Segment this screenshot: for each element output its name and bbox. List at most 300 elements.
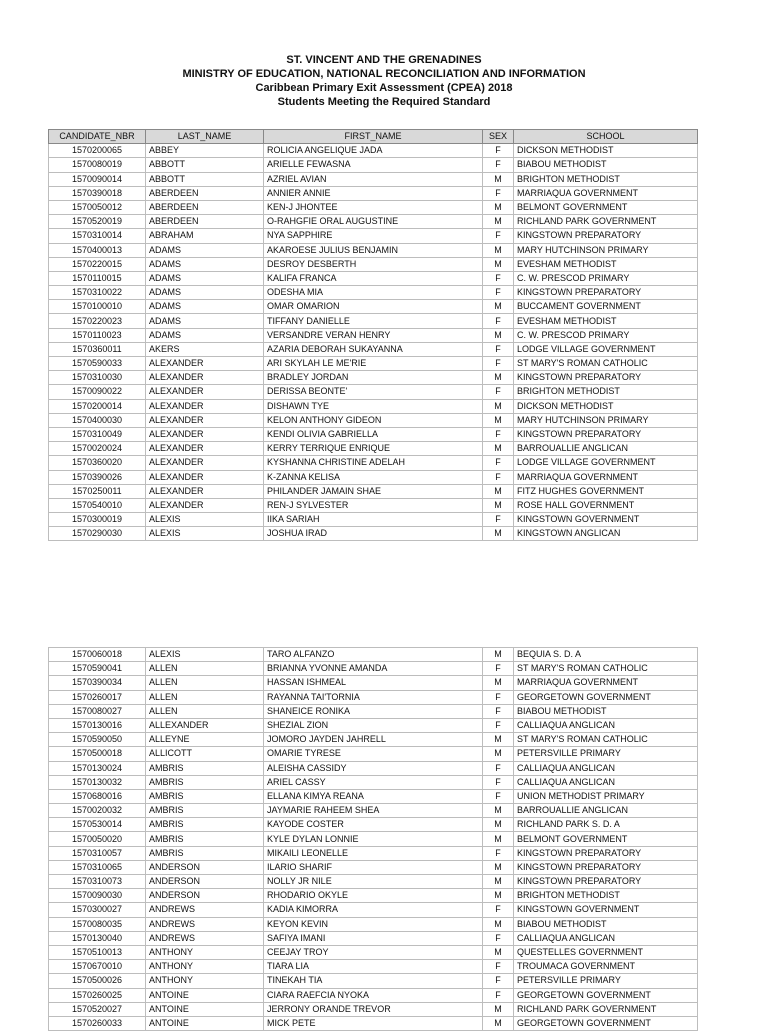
school-cell: MARY HUTCHINSON PRIMARY: [514, 413, 698, 427]
school-cell: MARRIAQUA GOVERNMENT: [514, 470, 698, 484]
table-row: [49, 690, 698, 704]
first-name-cell: NYA SAPPHIRE: [264, 229, 483, 243]
table-body: [49, 648, 698, 1031]
column-header-school: SCHOOL: [514, 130, 698, 144]
school-cell: MARRIAQUA GOVERNMENT: [514, 676, 698, 690]
school-cell: RICHLAND PARK GOVERNMENT: [514, 1002, 698, 1016]
first-name-cell: ROLICIA ANGELIQUE JADA: [264, 144, 483, 158]
results-table-bottom: [48, 647, 698, 1031]
sex-cell: F: [483, 314, 514, 328]
first-name-cell: ARIELLE FEWASNA: [264, 158, 483, 172]
report-subtitle: Students Meeting the Required Standard: [277, 96, 491, 108]
table-row: [49, 342, 698, 356]
table-row: [49, 498, 698, 512]
candidate-nbr-cell: 1570540010: [49, 498, 146, 512]
last-name-cell: ABRAHAM: [146, 229, 264, 243]
candidate-nbr-cell: 1570220023: [49, 314, 146, 328]
first-name-cell: KAYODE COSTER: [264, 818, 483, 832]
table-row: [49, 761, 698, 775]
sex-cell: F: [483, 286, 514, 300]
last-name-cell: ADAMS: [146, 286, 264, 300]
candidate-nbr-cell: 1570080035: [49, 917, 146, 931]
table-row: [49, 413, 698, 427]
school-cell: DICKSON METHODIST: [514, 399, 698, 413]
table-row: [49, 229, 698, 243]
first-name-cell: ELLANA KIMYA REANA: [264, 789, 483, 803]
school-cell: QUESTELLES GOVERNMENT: [514, 945, 698, 959]
ministry-title: MINISTRY OF EDUCATION, NATIONAL RECONCILIATION AND INFORMATION: [182, 68, 586, 80]
candidate-nbr-cell: 1570260017: [49, 690, 146, 704]
table-row: [49, 484, 698, 498]
last-name-cell: AKERS: [146, 342, 264, 356]
first-name-cell: DERISSA BEONTE': [264, 385, 483, 399]
country-title: ST. VINCENT AND THE GRENADINES: [286, 54, 482, 66]
table-row: [49, 931, 698, 945]
first-name-cell: KEN-J JHONTEE: [264, 200, 483, 214]
last-name-cell: ALEXANDER: [146, 470, 264, 484]
first-name-cell: MICK PETE: [264, 1016, 483, 1030]
table-row: [49, 718, 698, 732]
candidate-nbr-cell: 1570300027: [49, 903, 146, 917]
school-cell: ST MARY'S ROMAN CATHOLIC: [514, 733, 698, 747]
school-cell: BRIGHTON METHODIST: [514, 172, 698, 186]
last-name-cell: ALEXANDER: [146, 371, 264, 385]
sex-cell: M: [483, 733, 514, 747]
last-name-cell: ADAMS: [146, 314, 264, 328]
last-name-cell: ALEXANDER: [146, 357, 264, 371]
table-row: [49, 1002, 698, 1016]
candidate-nbr-cell: 1570310049: [49, 427, 146, 441]
candidate-nbr-cell: 1570680016: [49, 789, 146, 803]
last-name-cell: ALLICOTT: [146, 747, 264, 761]
table-row: [49, 648, 698, 662]
last-name-cell: ABERDEEN: [146, 200, 264, 214]
school-cell: BELMONT GOVERNMENT: [514, 832, 698, 846]
school-cell: DICKSON METHODIST: [514, 144, 698, 158]
sex-cell: M: [483, 200, 514, 214]
school-cell: KINGSTOWN PREPARATORY: [514, 286, 698, 300]
candidate-nbr-cell: 1570530014: [49, 818, 146, 832]
school-cell: KINGSTOWN PREPARATORY: [514, 875, 698, 889]
table-row: [49, 286, 698, 300]
sex-cell: F: [483, 456, 514, 470]
table-row: [49, 172, 698, 186]
sex-cell: M: [483, 832, 514, 846]
column-header-first-name: FIRST_NAME: [264, 130, 483, 144]
table-row: [49, 988, 698, 1002]
school-cell: GEORGETOWN GOVERNMENT: [514, 690, 698, 704]
last-name-cell: ALEXIS: [146, 527, 264, 541]
table-row: [49, 399, 698, 413]
school-cell: BELMONT GOVERNMENT: [514, 200, 698, 214]
last-name-cell: ALLEN: [146, 676, 264, 690]
school-cell: KINGSTOWN ANGLICAN: [514, 527, 698, 541]
sex-cell: M: [483, 484, 514, 498]
candidate-nbr-cell: 1570250011: [49, 484, 146, 498]
table-row: [49, 747, 698, 761]
table-row: [49, 513, 698, 527]
candidate-nbr-cell: 1570110023: [49, 328, 146, 342]
table-row: [49, 676, 698, 690]
assessment-title: Caribbean Primary Exit Assessment (CPEA) 2018: [255, 82, 513, 94]
table-row: [49, 427, 698, 441]
candidate-nbr-cell: 1570300019: [49, 513, 146, 527]
candidate-nbr-cell: 1570310073: [49, 875, 146, 889]
first-name-cell: K-ZANNA KELISA: [264, 470, 483, 484]
first-name-cell: ANNIER ANNIE: [264, 186, 483, 200]
table-row: [49, 456, 698, 470]
candidate-nbr-cell: 1570390018: [49, 186, 146, 200]
candidate-nbr-cell: 1570130024: [49, 761, 146, 775]
school-cell: GEORGETOWN GOVERNMENT: [514, 988, 698, 1002]
table-row: [49, 300, 698, 314]
table-row: [49, 328, 698, 342]
first-name-cell: SHANEICE RONIKA: [264, 704, 483, 718]
sex-cell: F: [483, 931, 514, 945]
school-cell: PETERSVILLE PRIMARY: [514, 974, 698, 988]
sex-cell: F: [483, 789, 514, 803]
candidate-nbr-cell: 1570590050: [49, 733, 146, 747]
first-name-cell: DESROY DESBERTH: [264, 257, 483, 271]
first-name-cell: KYLE DYLAN LONNIE: [264, 832, 483, 846]
school-cell: BARROUALLIE ANGLICAN: [514, 442, 698, 456]
school-cell: BIABOU METHODIST: [514, 917, 698, 931]
first-name-cell: JERRONY ORANDE TREVOR: [264, 1002, 483, 1016]
school-cell: MARRIAQUA GOVERNMENT: [514, 186, 698, 200]
table-row: [49, 860, 698, 874]
sex-cell: M: [483, 875, 514, 889]
sex-cell: M: [483, 804, 514, 818]
sex-cell: F: [483, 704, 514, 718]
candidate-nbr-cell: 1570310022: [49, 286, 146, 300]
school-cell: CALLIAQUA ANGLICAN: [514, 718, 698, 732]
table-row: [49, 215, 698, 229]
candidate-nbr-cell: 1570260033: [49, 1016, 146, 1030]
candidate-nbr-cell: 1570110015: [49, 271, 146, 285]
last-name-cell: ABERDEEN: [146, 186, 264, 200]
school-cell: KINGSTOWN PREPARATORY: [514, 371, 698, 385]
sex-cell: F: [483, 903, 514, 917]
table-row: [49, 470, 698, 484]
table-row: [49, 662, 698, 676]
first-name-cell: REN-J SYLVESTER: [264, 498, 483, 512]
column-header-last-name: LAST_NAME: [146, 130, 264, 144]
candidate-nbr-cell: 1570060018: [49, 648, 146, 662]
school-cell: C. W. PRESCOD PRIMARY: [514, 328, 698, 342]
school-cell: RICHLAND PARK GOVERNMENT: [514, 215, 698, 229]
last-name-cell: ALLEN: [146, 662, 264, 676]
table-row: [49, 917, 698, 931]
school-cell: RICHLAND PARK S. D. A: [514, 818, 698, 832]
table-row: [49, 243, 698, 257]
candidate-nbr-cell: 1570310030: [49, 371, 146, 385]
school-cell: LODGE VILLAGE GOVERNMENT: [514, 342, 698, 356]
sex-cell: M: [483, 371, 514, 385]
sex-cell: F: [483, 271, 514, 285]
last-name-cell: ANDERSON: [146, 860, 264, 874]
last-name-cell: AMBRIS: [146, 789, 264, 803]
table-row: [49, 704, 698, 718]
last-name-cell: ALEXANDER: [146, 427, 264, 441]
last-name-cell: ANDERSON: [146, 889, 264, 903]
last-name-cell: ALEXANDER: [146, 484, 264, 498]
table-row: [49, 385, 698, 399]
last-name-cell: ALEXANDER: [146, 413, 264, 427]
table-row: [49, 527, 698, 541]
sex-cell: F: [483, 186, 514, 200]
table-row: [49, 960, 698, 974]
candidate-nbr-cell: 1570590033: [49, 357, 146, 371]
candidate-nbr-cell: 1570050012: [49, 200, 146, 214]
sex-cell: F: [483, 846, 514, 860]
last-name-cell: AMBRIS: [146, 804, 264, 818]
first-name-cell: CEEJAY TROY: [264, 945, 483, 959]
table-row: [49, 200, 698, 214]
table-row: [49, 903, 698, 917]
first-name-cell: ARI SKYLAH LE ME'RIE: [264, 357, 483, 371]
school-cell: TROUMACA GOVERNMENT: [514, 960, 698, 974]
candidate-nbr-cell: 1570090030: [49, 889, 146, 903]
sex-cell: M: [483, 243, 514, 257]
sex-cell: F: [483, 513, 514, 527]
first-name-cell: OMARIE TYRESE: [264, 747, 483, 761]
candidate-nbr-cell: 1570520027: [49, 1002, 146, 1016]
candidate-nbr-cell: 1570090014: [49, 172, 146, 186]
first-name-cell: PHILANDER JAMAIN SHAE: [264, 484, 483, 498]
table-row: [49, 832, 698, 846]
school-cell: MARY HUTCHINSON PRIMARY: [514, 243, 698, 257]
table-row: [49, 442, 698, 456]
candidate-nbr-cell: 1570390026: [49, 470, 146, 484]
sex-cell: F: [483, 974, 514, 988]
school-cell: UNION METHODIST PRIMARY: [514, 789, 698, 803]
sex-cell: M: [483, 945, 514, 959]
last-name-cell: AMBRIS: [146, 761, 264, 775]
candidate-nbr-cell: 1570520019: [49, 215, 146, 229]
last-name-cell: ADAMS: [146, 328, 264, 342]
candidate-nbr-cell: 1570020024: [49, 442, 146, 456]
last-name-cell: ANTOINE: [146, 1016, 264, 1030]
sex-cell: M: [483, 215, 514, 229]
last-name-cell: ANTHONY: [146, 945, 264, 959]
sex-cell: F: [483, 342, 514, 356]
last-name-cell: ABERDEEN: [146, 215, 264, 229]
last-name-cell: ALEXIS: [146, 513, 264, 527]
first-name-cell: SHEZIAL ZION: [264, 718, 483, 732]
first-name-cell: ARIEL CASSY: [264, 775, 483, 789]
school-cell: BEQUIA S. D. A: [514, 648, 698, 662]
school-cell: EVESHAM METHODIST: [514, 314, 698, 328]
table-row: [49, 875, 698, 889]
candidate-nbr-cell: 1570510013: [49, 945, 146, 959]
document-heading: [0, 53, 768, 109]
table-row: [49, 186, 698, 200]
candidate-nbr-cell: 1570310057: [49, 846, 146, 860]
candidate-nbr-cell: 1570290030: [49, 527, 146, 541]
candidate-nbr-cell: 1570090022: [49, 385, 146, 399]
first-name-cell: TINEKAH TIA: [264, 974, 483, 988]
school-cell: EVESHAM METHODIST: [514, 257, 698, 271]
sex-cell: M: [483, 747, 514, 761]
sex-cell: M: [483, 860, 514, 874]
last-name-cell: AMBRIS: [146, 818, 264, 832]
sex-cell: F: [483, 385, 514, 399]
school-cell: BIABOU METHODIST: [514, 158, 698, 172]
school-cell: BRIGHTON METHODIST: [514, 889, 698, 903]
first-name-cell: ALEISHA CASSIDY: [264, 761, 483, 775]
sex-cell: M: [483, 917, 514, 931]
school-cell: LODGE VILLAGE GOVERNMENT: [514, 456, 698, 470]
candidate-nbr-cell: 1570050020: [49, 832, 146, 846]
table-row: [49, 818, 698, 832]
candidate-nbr-cell: 1570360020: [49, 456, 146, 470]
first-name-cell: KALIFA FRANCA: [264, 271, 483, 285]
sex-cell: F: [483, 144, 514, 158]
candidate-nbr-cell: 1570130032: [49, 775, 146, 789]
table-row: [49, 158, 698, 172]
school-cell: KINGSTOWN PREPARATORY: [514, 229, 698, 243]
first-name-cell: JAYMARIE RAHEEM SHEA: [264, 804, 483, 818]
table-row: [49, 945, 698, 959]
candidate-nbr-cell: 1570220015: [49, 257, 146, 271]
candidate-nbr-cell: 1570310014: [49, 229, 146, 243]
school-cell: C. W. PRESCOD PRIMARY: [514, 271, 698, 285]
last-name-cell: ABBEY: [146, 144, 264, 158]
first-name-cell: SAFIYA IMANI: [264, 931, 483, 945]
last-name-cell: ALEXANDER: [146, 385, 264, 399]
last-name-cell: ADAMS: [146, 300, 264, 314]
column-header-sex: SEX: [483, 130, 514, 144]
sex-cell: M: [483, 889, 514, 903]
last-name-cell: ABBOTT: [146, 172, 264, 186]
first-name-cell: TIARA LIA: [264, 960, 483, 974]
sex-cell: M: [483, 442, 514, 456]
candidate-nbr-cell: 1570080027: [49, 704, 146, 718]
sex-cell: M: [483, 172, 514, 186]
sex-cell: F: [483, 761, 514, 775]
last-name-cell: ADAMS: [146, 257, 264, 271]
last-name-cell: AMBRIS: [146, 775, 264, 789]
first-name-cell: AZARIA DEBORAH SUKAYANNA: [264, 342, 483, 356]
sex-cell: M: [483, 257, 514, 271]
sex-cell: M: [483, 300, 514, 314]
table-row: [49, 846, 698, 860]
table-row: [49, 144, 698, 158]
candidate-nbr-cell: 1570200014: [49, 399, 146, 413]
candidate-nbr-cell: 1570130016: [49, 718, 146, 732]
first-name-cell: AKAROESE JULIUS BENJAMIN: [264, 243, 483, 257]
last-name-cell: ANDREWS: [146, 931, 264, 945]
table-row: [49, 357, 698, 371]
first-name-cell: KYSHANNA CHRISTINE ADELAH: [264, 456, 483, 470]
table-row: [49, 733, 698, 747]
sex-cell: F: [483, 357, 514, 371]
table-row: [49, 1016, 698, 1030]
sex-cell: F: [483, 988, 514, 1002]
candidate-nbr-cell: 1570310065: [49, 860, 146, 874]
first-name-cell: ILARIO SHARIF: [264, 860, 483, 874]
school-cell: KINGSTOWN PREPARATORY: [514, 427, 698, 441]
first-name-cell: KENDI OLIVIA GABRIELLA: [264, 427, 483, 441]
last-name-cell: ANDREWS: [146, 917, 264, 931]
candidate-nbr-cell: 1570100010: [49, 300, 146, 314]
first-name-cell: KELON ANTHONY GIDEON: [264, 413, 483, 427]
school-cell: CALLIAQUA ANGLICAN: [514, 761, 698, 775]
sex-cell: M: [483, 328, 514, 342]
first-name-cell: HASSAN ISHMEAL: [264, 676, 483, 690]
sex-cell: M: [483, 1016, 514, 1030]
sex-cell: M: [483, 818, 514, 832]
school-cell: ST MARY'S ROMAN CATHOLIC: [514, 662, 698, 676]
first-name-cell: IIKA SARIAH: [264, 513, 483, 527]
first-name-cell: RAYANNA TAI'TORNIA: [264, 690, 483, 704]
last-name-cell: ALEXANDER: [146, 456, 264, 470]
candidate-nbr-cell: 1570080019: [49, 158, 146, 172]
school-cell: CALLIAQUA ANGLICAN: [514, 931, 698, 945]
school-cell: BIABOU METHODIST: [514, 704, 698, 718]
last-name-cell: ADAMS: [146, 271, 264, 285]
last-name-cell: AMBRIS: [146, 846, 264, 860]
last-name-cell: ALLEN: [146, 690, 264, 704]
last-name-cell: ALLEXANDER: [146, 718, 264, 732]
first-name-cell: DISHAWN TYE: [264, 399, 483, 413]
first-name-cell: RHODARIO OKYLE: [264, 889, 483, 903]
last-name-cell: ANDERSON: [146, 875, 264, 889]
table-row: [49, 789, 698, 803]
sex-cell: F: [483, 229, 514, 243]
sex-cell: F: [483, 662, 514, 676]
sex-cell: M: [483, 527, 514, 541]
sex-cell: F: [483, 775, 514, 789]
last-name-cell: ALEXANDER: [146, 399, 264, 413]
candidate-nbr-cell: 1570500026: [49, 974, 146, 988]
table-body: [49, 144, 698, 541]
first-name-cell: TIFFANY DANIELLE: [264, 314, 483, 328]
table-row: [49, 271, 698, 285]
table-row: [49, 257, 698, 271]
sex-cell: F: [483, 470, 514, 484]
first-name-cell: OMAR OMARION: [264, 300, 483, 314]
first-name-cell: AZRIEL AVIAN: [264, 172, 483, 186]
school-cell: BRIGHTON METHODIST: [514, 385, 698, 399]
candidate-nbr-cell: 1570500018: [49, 747, 146, 761]
first-name-cell: BRADLEY JORDAN: [264, 371, 483, 385]
candidate-nbr-cell: 1570590041: [49, 662, 146, 676]
first-name-cell: JOSHUA IRAD: [264, 527, 483, 541]
table-row: [49, 804, 698, 818]
candidate-nbr-cell: 1570020032: [49, 804, 146, 818]
last-name-cell: ANTOINE: [146, 988, 264, 1002]
school-cell: BUCCAMENT GOVERNMENT: [514, 300, 698, 314]
first-name-cell: MIKAILI LEONELLE: [264, 846, 483, 860]
last-name-cell: ABBOTT: [146, 158, 264, 172]
first-name-cell: TARO ALFANZO: [264, 648, 483, 662]
sex-cell: M: [483, 498, 514, 512]
sex-cell: M: [483, 1002, 514, 1016]
candidate-nbr-cell: 1570130040: [49, 931, 146, 945]
first-name-cell: KADIA KIMORRA: [264, 903, 483, 917]
first-name-cell: JOMORO JAYDEN JAHRELL: [264, 733, 483, 747]
last-name-cell: ADAMS: [146, 243, 264, 257]
candidate-nbr-cell: 1570260025: [49, 988, 146, 1002]
sex-cell: F: [483, 158, 514, 172]
school-cell: KINGSTOWN GOVERNMENT: [514, 903, 698, 917]
table-row: [49, 775, 698, 789]
sex-cell: M: [483, 399, 514, 413]
header-row: [49, 130, 698, 144]
sex-cell: F: [483, 427, 514, 441]
column-header-candidate-nbr: CANDIDATE_NBR: [49, 130, 146, 144]
